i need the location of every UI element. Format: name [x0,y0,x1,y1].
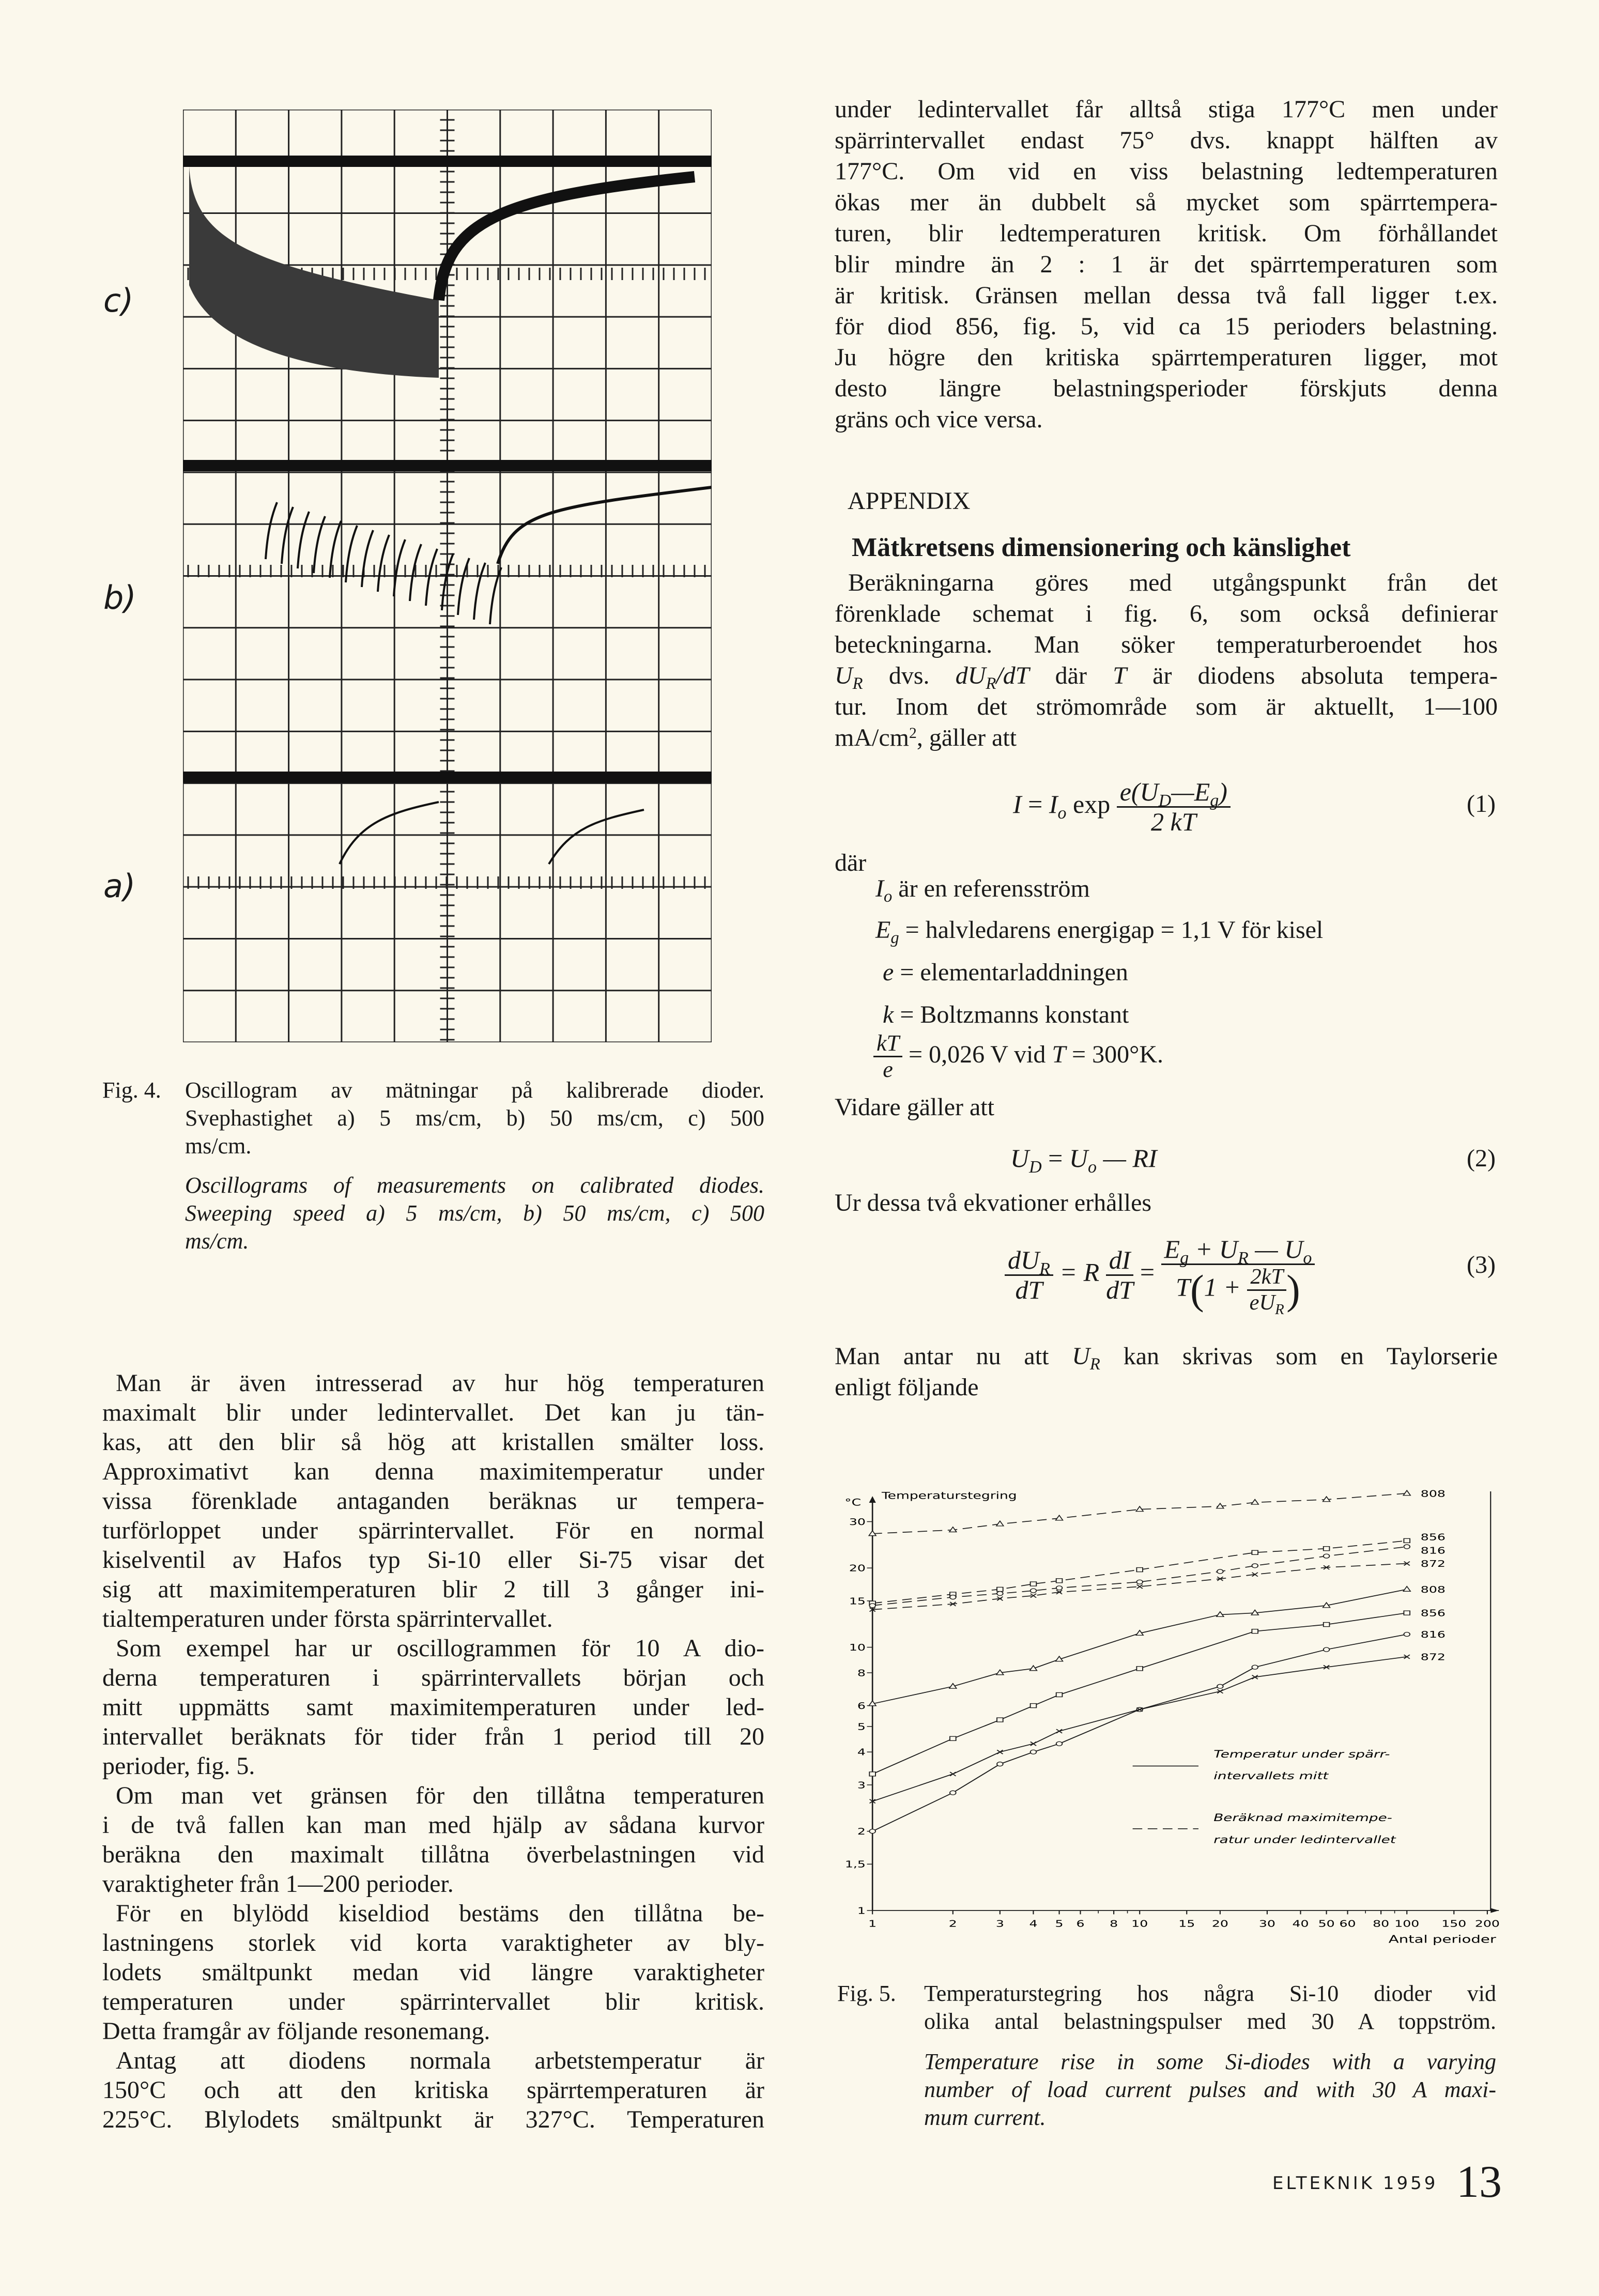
baseline-bar [183,772,712,783]
eq-subscript: g [1210,791,1219,810]
text-line: tur. Inom det strömområde som är aktuellt, 1—100 [835,693,1498,720]
text-line: intervallet beräknats för tider från 1 period till 20 [102,1723,764,1750]
equation-1-number: (1) [1467,790,1496,818]
eq-operator: = [1021,789,1049,819]
eq-denominator: eU [1249,1290,1275,1315]
eq-subscript: g [1180,1248,1189,1268]
y-axis-unit: °C [844,1497,862,1508]
series-solid-808 [869,1585,1446,1706]
x-tick-label: 6 [1076,1918,1085,1930]
eq-function: exp [1066,789,1117,819]
text-line: lodets smältpunkt medan vid längre varaktigheter [102,1959,764,1986]
trace-b-pulse [330,521,341,578]
marker-square [1324,1623,1330,1627]
marker-square [997,1718,1003,1722]
marker-square [1056,1692,1063,1697]
marker-circle [1324,1554,1330,1558]
y-tick-label: 1 [857,1906,866,1917]
eq-numerator: — U [1248,1235,1303,1263]
marker-square [1136,1667,1143,1671]
eq-subscript: o [1303,1248,1312,1268]
math-symbol: o [883,887,893,906]
eq-numerator: e(U [1119,777,1159,806]
marker-circle [1217,1569,1223,1574]
equation-1 [1013,778,1231,836]
legend-text: Temperatur under spärr- [1213,1748,1390,1760]
marker-circle [1252,1665,1258,1669]
marker-triangle [1251,1500,1258,1505]
caption-line: Svephastighet a) 5 ms/cm, b) 50 ms/cm, c) 500 [185,1105,764,1131]
text-run: kan skrivas som en Taylorserie [1100,1343,1498,1370]
oscillogram-image [183,110,712,1042]
caption-line: number of load current pulses and with 30 A maxi- [924,2077,1496,2102]
text-line: beteckningarna. Man söker temperaturberoendet hos [835,631,1498,658]
y-tick-label: 3 [857,1780,866,1791]
oscillogram-figure [183,110,712,1042]
eq-denominator: T [1176,1272,1190,1302]
trace-a-curve [549,810,644,864]
appendix-heading: Mätkretsens dimensionering och känslighet [852,533,1351,562]
caption-line: Temperature rise in some Si-diodes with a varying [924,2049,1496,2074]
trace-b-pulse [346,526,357,582]
x-tick-label: 2 [948,1918,957,1930]
appendix-body [835,567,1498,753]
marker-triangle [996,1521,1004,1526]
x-tick-label: 30 [1258,1918,1275,1930]
marker-x [997,1750,1003,1754]
eq-symbol: I [1049,789,1058,819]
marker-circle [1252,1564,1258,1568]
math-symbol: U [835,662,853,689]
x-tick-label: 5 [1055,1918,1064,1930]
eq-denominator: e [883,1057,893,1083]
y-tick-label: 15 [849,1596,866,1607]
marker-circle [1404,1632,1410,1636]
math-symbol: e [883,959,894,986]
text-line: Ju högre den kritiska spärrtemperaturen ligger, mot [835,344,1498,371]
text-line: derna temperaturen i spärrintervallets början och [102,1664,764,1691]
marker-circle [869,1829,875,1833]
marker-circle [950,1595,956,1599]
equation-3-number: (3) [1467,1251,1496,1278]
eq-symbol: T [1052,1040,1066,1068]
eq-fraction [1117,778,1231,836]
y-tick-label: 8 [857,1668,866,1679]
paragraph [835,94,1498,435]
text-line: Om man vet gränsen för den tillåtna temperaturen [116,1782,764,1809]
series-label: 872 [1420,1652,1446,1663]
fig4-caption [102,1076,764,1255]
math-symbol: /dT [996,662,1029,689]
y-tick-label: 6 [857,1701,866,1712]
eq-denominator: 2 kT [1151,807,1196,836]
fig5-caption-english [924,2048,1496,2132]
text-run: Man antar nu att [835,1343,1072,1370]
text-line: är kritisk. Gränsen mellan dessa två fall ligger t.ex. [835,282,1498,309]
math-symbol: I [875,875,884,902]
caption-line: ms/cm. [185,1228,249,1254]
text-line: enligt följande [835,1374,979,1401]
text-line: maximalt blir under ledintervallet. Det kan ju tän- [102,1399,764,1426]
trace-b-pulse [362,530,373,587]
x-tick-label: 80 [1373,1918,1390,1930]
x-axis-arrow [1490,1908,1499,1913]
text-line: Som exempel har ur oscillogrammen för 10 A dio- [116,1635,764,1662]
marker-square [1056,1579,1063,1583]
x-tick-label: 50 [1318,1918,1335,1930]
oscillogram-label-c: c) [103,282,134,319]
eq-subscript: D [1158,791,1172,810]
trace-b-pulse [474,563,485,620]
math-symbol: E [875,916,891,944]
marker-square [950,1736,956,1740]
baseline-bar [183,156,712,167]
math-symbol: 2 [909,725,917,742]
kt-definition [873,1031,1163,1083]
marker-circle [1324,1647,1330,1652]
eq-numerator: dU [1008,1245,1040,1274]
text-line: i de två fallen kan man med hjälp av sådana kurvor [102,1811,764,1839]
caption-line: Sweeping speed a) 5 ms/cm, b) 50 ms/cm, c) 500 [185,1200,764,1226]
eq-fraction [1106,1246,1134,1304]
caption-line: mum current. [924,2105,1046,2130]
math-symbol: dU [955,662,986,689]
fig4-caption-english [185,1172,764,1255]
eq-numerator: ) [1219,777,1227,806]
text-line: tialtemperaturen under första spärrintervallet. [102,1605,553,1632]
legend-text: Beräknad maximitempe- [1213,1812,1392,1824]
chart-title: Temperaturstegring [881,1490,1017,1502]
eq-subscript: o [1057,803,1067,823]
eq-fraction: $E_g + U_R$ — $U_o$ T(1 + $\frac{2kT}{eU_R}$ ) [1161,1235,1315,1315]
eq-numerator: + U [1189,1235,1238,1263]
definition-text: = 0,026 V vid [902,1040,1052,1068]
fig4-caption-swedish [185,1076,764,1160]
x-tick-label: 3 [995,1918,1004,1930]
text-run: = halvledarens energigap = 1,1 V för kisel [899,916,1324,944]
text-line: blir mindre än 2 : 1 är det spärrtemperaturen som [835,251,1498,278]
text-run: = Boltzmanns konstant [894,1001,1129,1028]
text-line: mitt uppmätts samt maximitemperaturen under led- [102,1693,764,1721]
dar-label: där [835,849,867,876]
text-line: lastningens storlek vid korta varaktigheter av bly- [102,1929,764,1956]
series-label: 808 [1420,1489,1446,1500]
series-solid-872 [870,1652,1446,1803]
marker-x [1217,1689,1223,1693]
marker-square [997,1587,1003,1591]
marker-square [1404,1538,1410,1543]
legend-text: intervallets mitt [1213,1770,1329,1782]
text-line [835,660,1498,694]
marker-circle [1217,1684,1223,1688]
eq-term: — RI [1096,1144,1157,1173]
x-tick-label: 150 [1441,1918,1467,1930]
marker-circle [869,1604,875,1608]
chart-svg [806,1468,1519,1964]
x-tick-label: 10 [1131,1918,1148,1930]
symbol-definition [883,958,1128,987]
text-line [835,722,1498,753]
marker-square [1031,1704,1037,1708]
text-line: temperaturen under spärrintervallet blir kritisk. [102,1988,764,2015]
trace-b-pulse [298,512,309,568]
marker-x [1056,1729,1062,1733]
magazine-name: ELTEKNIK 1959 [1272,2173,1438,2194]
math-symbol: U [1072,1343,1090,1370]
series-label: 808 [1420,1584,1446,1595]
text-line: 177°C. Om vid en viss belastning ledtemperaturen [835,158,1498,185]
fig5-caption [837,1980,1496,2132]
marker-circle [950,1791,956,1795]
text-run: mA/cm [835,724,909,751]
series-solid-816 [869,1630,1446,1833]
marker-circle [1404,1545,1410,1549]
text-line: för diod 856, fig. 5, vid ca 15 perioders belastning. [835,313,1498,340]
eq-subscript: R [1039,1259,1050,1278]
trace-b-pulse [378,535,389,592]
page-number: 13 [1456,2157,1502,2207]
taylor-text [835,1341,1498,1403]
y-tick-label: 2 [857,1826,866,1837]
right-column-body [835,94,1498,435]
text-line: varaktigheter från 1—200 perioder. [102,1870,454,1898]
x-tick-label: 4 [1029,1918,1038,1930]
y-tick-label: 5 [857,1722,866,1733]
math-symbol: R [986,674,996,694]
x-tick-label: 100 [1394,1918,1420,1930]
x-tick-label: 60 [1339,1918,1356,1930]
eq-fraction [873,1031,902,1083]
series-label: 856 [1420,1532,1446,1543]
x-tick-label: 20 [1211,1918,1228,1930]
definition-text: = 300°K. [1066,1040,1163,1068]
math-symbol: k [883,1001,894,1028]
marker-circle [1056,1742,1063,1746]
series-label: 856 [1420,1608,1446,1619]
text-line: 225°C. Blylodets smältpunkt är 327°C. Temperaturen [102,2106,764,2133]
series-line [872,1635,1407,1831]
caption-line: ms/cm. [185,1133,252,1159]
symbol-definition [883,1000,1129,1029]
text-run: där [1029,662,1113,689]
eq-denominator: dT [1106,1275,1133,1304]
text-line: turförloppet under spärrintervallet. För en normal [102,1517,764,1544]
series-dashed-816 [869,1545,1446,1608]
text-line: Detta framgår av följande resonemang. [102,2017,490,2045]
text-line: gräns och vice versa. [835,406,1043,433]
text-line: beräkna den maximalt tillåtna överbelastningen vid [102,1841,764,1868]
y-tick-label: 10 [849,1642,866,1653]
paragraph [102,1899,764,2046]
legend-text: ratur under ledintervallet [1213,1833,1396,1846]
paragraph [102,1368,764,1634]
caption-line: Oscillogram av mätningar på kalibrerade dioder. [185,1077,764,1103]
text-run: är en referensström [892,875,1090,902]
marker-triangle [1056,1515,1063,1520]
marker-circle [1136,1580,1143,1584]
eq-numerator: 2kT [1247,1265,1286,1291]
series-dashed-856 [869,1532,1446,1605]
math-symbol: R [852,674,863,694]
math-symbol: R [1089,1355,1100,1374]
marker-circle [1056,1586,1063,1590]
trace-b-pulse [266,502,277,559]
paragraph [102,1634,764,1781]
trace-b-pulse [282,507,293,564]
eq-numerator: —E [1171,777,1210,806]
eq-operator: = R [1053,1257,1106,1287]
eq-subscript: R [1275,1301,1284,1318]
marker-x [1031,1742,1036,1746]
x-tick-label: 40 [1292,1918,1309,1930]
marker-circle [1031,1750,1037,1754]
eq-numerator: kT [873,1031,902,1057]
marker-x [1137,1584,1143,1589]
paragraph [102,2046,764,2134]
y-tick-label: 4 [857,1747,866,1758]
equation-2-number: (2) [1467,1145,1496,1172]
eq-subscript: R [1237,1248,1249,1268]
marker-square [1324,1547,1330,1551]
trace-a-curve [340,802,439,864]
y-tick-label: 20 [849,1563,866,1574]
text-line: spärrintervallet endast 75° dvs. knappt hälften av [835,127,1498,154]
text-line: Approximativt kan denna maximitemperatur under [102,1458,764,1485]
eq-fraction [1005,1246,1053,1304]
text-line: Antag att diodens normala arbetstemperatur är [116,2047,764,2074]
eq-symbol: U [1010,1144,1029,1173]
eq-denominator: dT [1015,1275,1043,1304]
marker-triangle [1403,1490,1410,1496]
vidare-text: Vidare gäller att [835,1093,994,1121]
fig5-number: Fig. 5. [837,1981,896,2006]
text-run: = elementarladdningen [894,959,1128,986]
eq-symbol: I [1013,789,1022,819]
oscillogram-label-b: b) [103,579,136,617]
marker-square [1136,1568,1143,1572]
series-label: 872 [1420,1559,1446,1569]
text-line: För en blylödd kiseldiod bestäms den tillåtna be- [116,1900,764,1927]
paragraph [102,1781,764,1899]
fig4-number: Fig. 4. [102,1077,161,1103]
caption-line: Temperaturstegring hos några Si-10 dioder vid [924,1981,1496,2006]
fig5-caption-swedish [924,1980,1496,2036]
eq-subscript: o [1087,1157,1097,1177]
symbol-definition [875,916,1324,948]
text-line: Man är även intresserad av hur hög temperaturen [116,1369,764,1397]
baseline-bar [183,460,712,471]
text-line: kas, att den blir så hög att kristallen smälter loss. [102,1428,764,1456]
y-tick-label: 1,5 [844,1859,866,1870]
marker-square [1031,1582,1037,1586]
text-line: förenklade schemat i fig. 6, som också definierar [835,600,1498,627]
marker-circle [997,1592,1003,1596]
x-axis-label: Antal perioder [1388,1933,1496,1946]
text-line: sig att maximitemperaturen blir 2 till 3 gånger ini- [102,1576,764,1603]
x-tick-label: 200 [1474,1918,1500,1930]
x-tick-label: 8 [1110,1918,1118,1930]
marker-x [950,1772,956,1776]
text-line: desto längre belastningsperioder förskjuts denna [835,375,1498,402]
marker-square [1404,1611,1410,1615]
oscillogram-label-a: a) [103,867,136,905]
series-label: 816 [1420,1546,1446,1557]
math-symbol: g [890,929,899,948]
text-line: turen, blir ledtemperaturen kritisk. Om förhållandet [835,220,1498,247]
caption-line: Oscillograms of measurements on calibrated diodes. [185,1173,764,1198]
text-run: dvs. [863,662,956,689]
equation-2 [1010,1143,1157,1177]
text-line [835,1341,1498,1372]
marker-square [1252,1629,1258,1634]
x-tick-label: 15 [1178,1918,1195,1930]
eq-symbol: U [1069,1144,1088,1173]
y-axis-arrow [869,1496,876,1503]
text-line: kiselventil av Hafos typ Si-10 eller Si-75 visar det [102,1546,764,1574]
trace-b-curve [498,487,712,564]
eq-subscript: D [1029,1157,1042,1177]
text-line: perioder, fig. 5. [102,1752,255,1780]
math-symbol: T [1113,662,1127,689]
caption-line: olika antal belastningspulser med 30 A toppström. [924,2009,1496,2034]
chart-legend [1133,1748,1397,1845]
marker-circle [997,1762,1003,1766]
text-line: vissa förenklade antaganden beräknas ur tempera- [102,1487,764,1515]
eq-numerator: E [1164,1235,1180,1263]
marker-circle [1031,1589,1037,1593]
appendix-label: APPENDIX [848,487,971,515]
eq-denominator: 1 + [1204,1272,1248,1302]
marker-triangle [1403,1586,1410,1592]
eq-operator: = [1041,1144,1069,1173]
symbol-definition [875,874,1090,906]
text-line: Beräkningarna göres med utgångspunkt från det [848,569,1498,596]
series-label: 816 [1420,1629,1446,1640]
fig5-chart [806,1468,1519,1964]
paragraph [835,1341,1498,1403]
trace-c-band [189,166,439,378]
x-tick-label: 1 [868,1918,877,1930]
equation-3 [1005,1235,1315,1318]
paragraph [835,567,1498,753]
eq-operator: = [1133,1257,1161,1287]
ur-dessa-text: Ur dessa två ekvationer erhålles [835,1189,1152,1216]
text-line: 150°C och att den kritiska spärrtemperaturen är [102,2076,764,2104]
eq-numerator: dI [1106,1246,1134,1276]
text-line: under ledintervallet får alltså stiga 177°C men under [835,96,1498,123]
trace-c-curve [439,177,695,300]
marker-square [1252,1550,1258,1554]
text-run: , gäller att [916,724,1017,751]
left-column-body [102,1368,764,2134]
y-tick-label: 30 [849,1517,866,1528]
text-run: är diodens absoluta tempera- [1126,662,1498,689]
text-line: ökas mer än dubbelt så mycket som spärrtempera- [835,189,1498,216]
marker-square [869,1772,875,1776]
